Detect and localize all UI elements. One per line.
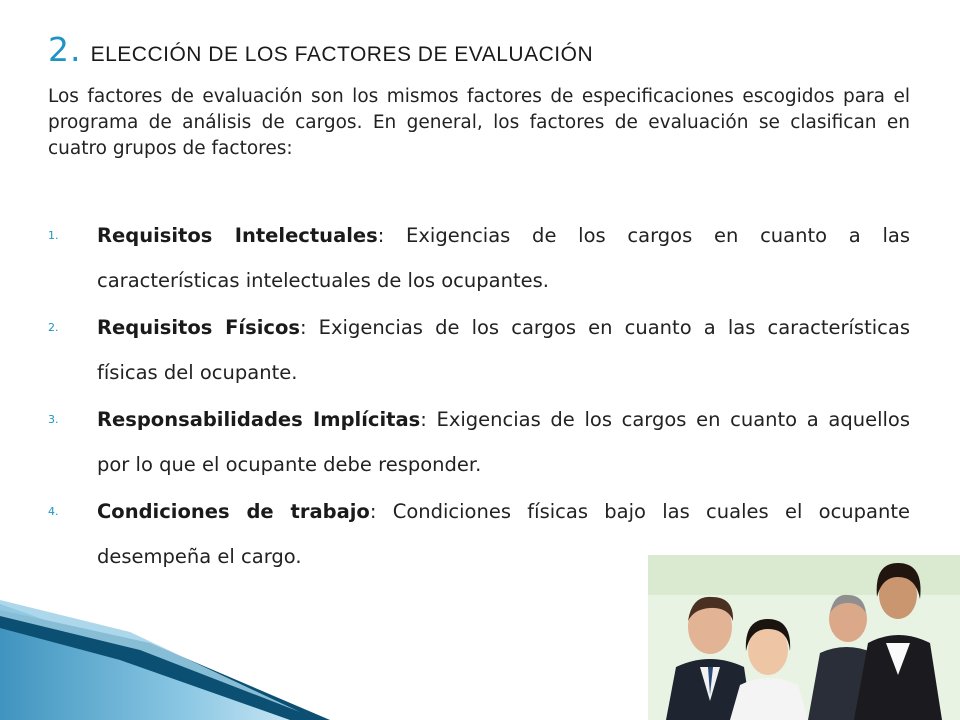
business-team-photo bbox=[648, 555, 960, 720]
factor-description: : Exigencias de los cargos en cuanto a aquellos por lo que el ocupante debe responder. bbox=[97, 408, 910, 476]
list-number: 4. bbox=[48, 505, 59, 518]
factor-term: Requisitos Físicos bbox=[97, 316, 300, 339]
list-number: 1. bbox=[48, 229, 59, 242]
factor-description: : Condiciones físicas bajo las cuales el ocupante desempeña el cargo. bbox=[97, 500, 910, 568]
list-number: 3. bbox=[48, 413, 59, 426]
title-text: ELECCIÓN DE LOS FACTORES DE EVALUACIÓN bbox=[90, 43, 594, 66]
intro-paragraph: Los factores de evaluación son los mismos factores de especificaciones escogidos para el programa de análisis de cargos. En general, los factores de evaluación se clasifican en cuatro grupos de factores: bbox=[48, 86, 910, 159]
factor-term: Responsabilidades Implícitas bbox=[97, 408, 421, 431]
factor-term: Condiciones de trabajo bbox=[97, 500, 370, 523]
factor-description: : Exigencias de los cargos en cuanto a las características físicas del ocupante. bbox=[97, 316, 910, 384]
factor-term: Requisitos Intelectuales bbox=[97, 224, 378, 247]
factor-description: : Exigencias de los cargos en cuanto a las características intelectuales de los ocupantes. bbox=[97, 224, 910, 292]
title-number: 2. bbox=[48, 30, 82, 69]
list-number: 2. bbox=[48, 321, 59, 334]
